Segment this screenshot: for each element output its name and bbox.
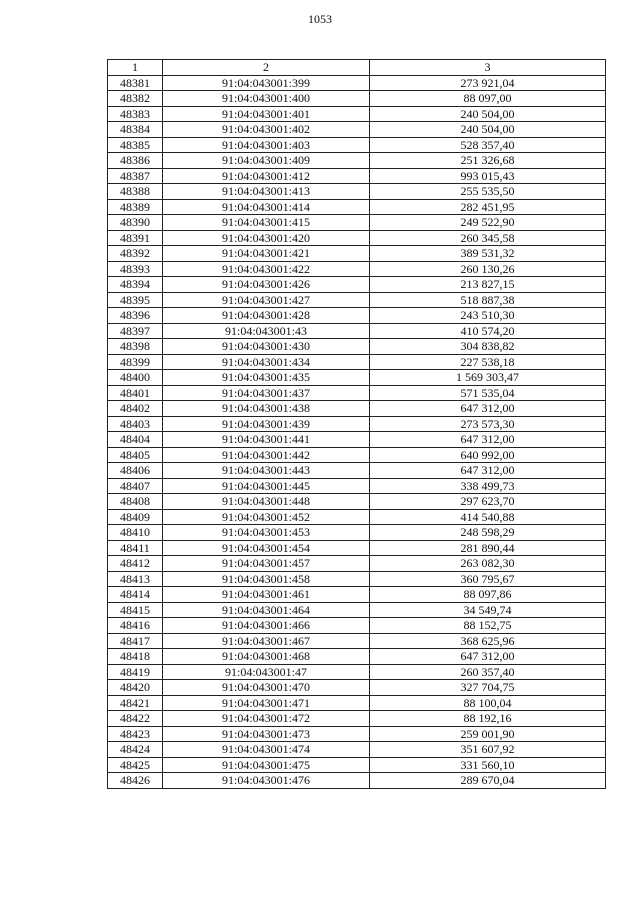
cadastral-number-cell: 91:04:043001:437: [163, 385, 370, 401]
table-row: [108, 680, 606, 696]
row-number-cell: 48400: [108, 370, 163, 386]
value-cell: 289 670,04: [370, 773, 606, 789]
value-cell: 260 357,40: [370, 664, 606, 680]
row-number-cell: 48392: [108, 246, 163, 262]
table-row: [108, 137, 606, 153]
cadastral-number-cell: 91:04:043001:403: [163, 137, 370, 153]
cadastral-number-cell: 91:04:043001:402: [163, 122, 370, 138]
table-row: [108, 215, 606, 231]
value-cell: 331 560,10: [370, 757, 606, 773]
row-number-cell: 48425: [108, 757, 163, 773]
row-number-cell: 48420: [108, 680, 163, 696]
cadastral-number-cell: 91:04:043001:457: [163, 556, 370, 572]
row-number-cell: 48390: [108, 215, 163, 231]
row-number-cell: 48387: [108, 168, 163, 184]
cadastral-number-cell: 91:04:043001:441: [163, 432, 370, 448]
value-cell: 260 130,26: [370, 261, 606, 277]
table-row: [108, 726, 606, 742]
cadastral-number-cell: 91:04:043001:442: [163, 447, 370, 463]
table-row: [108, 401, 606, 417]
value-cell: 281 890,44: [370, 540, 606, 556]
row-number-cell: 48404: [108, 432, 163, 448]
table-header-row: [108, 60, 606, 76]
row-number-cell: 48396: [108, 308, 163, 324]
row-number-cell: 48414: [108, 587, 163, 603]
row-number-cell: 48408: [108, 494, 163, 510]
value-cell: 571 535,04: [370, 385, 606, 401]
cadastral-number-cell: 91:04:043001:448: [163, 494, 370, 510]
table-row: [108, 463, 606, 479]
cadastral-number-cell: 91:04:043001:475: [163, 757, 370, 773]
row-number-cell: 48424: [108, 742, 163, 758]
value-cell: 248 598,29: [370, 525, 606, 541]
value-cell: 647 312,00: [370, 463, 606, 479]
cadastral-number-cell: 91:04:043001:413: [163, 184, 370, 200]
value-cell: 389 531,32: [370, 246, 606, 262]
cadastral-number-cell: 91:04:043001:452: [163, 509, 370, 525]
table-row: [108, 571, 606, 587]
value-cell: 273 921,04: [370, 75, 606, 91]
cadastral-number-cell: 91:04:043001:426: [163, 277, 370, 293]
page-number: 1053: [308, 12, 332, 26]
row-number-cell: 48422: [108, 711, 163, 727]
value-cell: 640 992,00: [370, 447, 606, 463]
cadastral-number-cell: 91:04:043001:421: [163, 246, 370, 262]
value-cell: 304 838,82: [370, 339, 606, 355]
row-number-cell: 48410: [108, 525, 163, 541]
column-header-1: 1: [108, 60, 163, 76]
value-cell: 213 827,15: [370, 277, 606, 293]
row-number-cell: 48418: [108, 649, 163, 665]
value-cell: 297 623,70: [370, 494, 606, 510]
table-row: [108, 587, 606, 603]
row-number-cell: 48389: [108, 199, 163, 215]
table-row: [108, 773, 606, 789]
value-cell: 351 607,92: [370, 742, 606, 758]
value-cell: 88 097,00: [370, 91, 606, 107]
row-number-cell: 48397: [108, 323, 163, 339]
cadastral-number-cell: 91:04:043001:476: [163, 773, 370, 789]
value-cell: 647 312,00: [370, 649, 606, 665]
row-number-cell: 48415: [108, 602, 163, 618]
row-number-cell: 48391: [108, 230, 163, 246]
table-row: [108, 416, 606, 432]
table-row: [108, 525, 606, 541]
table-row: [108, 261, 606, 277]
table-row: [108, 509, 606, 525]
cadastral-number-cell: 91:04:043001:435: [163, 370, 370, 386]
row-number-cell: 48402: [108, 401, 163, 417]
row-number-cell: 48403: [108, 416, 163, 432]
cadastral-number-cell: 91:04:043001:467: [163, 633, 370, 649]
cadastral-number-cell: 91:04:043001:474: [163, 742, 370, 758]
cadastral-number-cell: 91:04:043001:430: [163, 339, 370, 355]
cadastral-number-cell: 91:04:043001:422: [163, 261, 370, 277]
table-row: [108, 277, 606, 293]
row-number-cell: 48399: [108, 354, 163, 370]
row-number-cell: 48419: [108, 664, 163, 680]
cadastral-number-cell: 91:04:043001:414: [163, 199, 370, 215]
cadastral-number-cell: 91:04:043001:443: [163, 463, 370, 479]
cadastral-number-cell: 91:04:043001:399: [163, 75, 370, 91]
cadastral-number-cell: 91:04:043001:439: [163, 416, 370, 432]
cadastral-number-cell: 91:04:043001:473: [163, 726, 370, 742]
value-cell: 282 451,95: [370, 199, 606, 215]
cadastral-number-cell: 91:04:043001:470: [163, 680, 370, 696]
cadastral-number-cell: 91:04:043001:453: [163, 525, 370, 541]
cadastral-number-cell: 91:04:043001:47: [163, 664, 370, 680]
value-cell: 240 504,00: [370, 122, 606, 138]
value-cell: 34 549,74: [370, 602, 606, 618]
row-number-cell: 48388: [108, 184, 163, 200]
value-cell: 240 504,00: [370, 106, 606, 122]
value-cell: 518 887,38: [370, 292, 606, 308]
table-row: [108, 339, 606, 355]
value-cell: 263 082,30: [370, 556, 606, 572]
value-cell: 327 704,75: [370, 680, 606, 696]
value-cell: 368 625,96: [370, 633, 606, 649]
value-cell: 259 001,90: [370, 726, 606, 742]
cadastral-number-cell: 91:04:043001:472: [163, 711, 370, 727]
row-number-cell: 48421: [108, 695, 163, 711]
value-cell: 647 312,00: [370, 432, 606, 448]
table-row: [108, 323, 606, 339]
row-number-cell: 48393: [108, 261, 163, 277]
row-number-cell: 48381: [108, 75, 163, 91]
value-cell: 273 573,30: [370, 416, 606, 432]
cadastral-number-cell: 91:04:043001:454: [163, 540, 370, 556]
value-cell: 993 015,43: [370, 168, 606, 184]
table-row: [108, 695, 606, 711]
table-row: [108, 308, 606, 324]
table-row: [108, 556, 606, 572]
row-number-cell: 48406: [108, 463, 163, 479]
value-cell: 88 152,75: [370, 618, 606, 634]
row-number-cell: 48385: [108, 137, 163, 153]
value-cell: 255 535,50: [370, 184, 606, 200]
row-number-cell: 48398: [108, 339, 163, 355]
cadastral-number-cell: 91:04:043001:434: [163, 354, 370, 370]
cadastral-number-cell: 91:04:043001:43: [163, 323, 370, 339]
table-row: [108, 370, 606, 386]
value-cell: 260 345,58: [370, 230, 606, 246]
value-cell: 249 522,90: [370, 215, 606, 231]
row-number-cell: 48411: [108, 540, 163, 556]
row-number-cell: 48405: [108, 447, 163, 463]
row-number-cell: 48386: [108, 153, 163, 169]
table-row: [108, 230, 606, 246]
cadastral-number-cell: 91:04:043001:445: [163, 478, 370, 494]
table-row: [108, 432, 606, 448]
cadastral-number-cell: 91:04:043001:464: [163, 602, 370, 618]
value-cell: 338 499,73: [370, 478, 606, 494]
value-cell: 88 097,86: [370, 587, 606, 603]
table-row: [108, 354, 606, 370]
value-cell: 227 538,18: [370, 354, 606, 370]
row-number-cell: 48412: [108, 556, 163, 572]
cadastral-number-cell: 91:04:043001:427: [163, 292, 370, 308]
row-number-cell: 48395: [108, 292, 163, 308]
table-row: [108, 649, 606, 665]
table-row: [108, 633, 606, 649]
value-cell: 251 326,68: [370, 153, 606, 169]
table-row: [108, 664, 606, 680]
cadastral-number-cell: 91:04:043001:428: [163, 308, 370, 324]
value-cell: 528 357,40: [370, 137, 606, 153]
value-cell: 647 312,00: [370, 401, 606, 417]
table-row: [108, 75, 606, 91]
cadastral-number-cell: 91:04:043001:466: [163, 618, 370, 634]
value-cell: 410 574,20: [370, 323, 606, 339]
table-row: [108, 199, 606, 215]
row-number-cell: 48384: [108, 122, 163, 138]
table-row: [108, 742, 606, 758]
table-row: [108, 711, 606, 727]
cadastral-number-cell: 91:04:043001:400: [163, 91, 370, 107]
value-cell: 414 540,88: [370, 509, 606, 525]
cadastral-number-cell: 91:04:043001:420: [163, 230, 370, 246]
cadastral-number-cell: 91:04:043001:461: [163, 587, 370, 603]
table-row: [108, 385, 606, 401]
row-number-cell: 48382: [108, 91, 163, 107]
table-row: [108, 602, 606, 618]
cadastral-number-cell: 91:04:043001:401: [163, 106, 370, 122]
table-row: [108, 478, 606, 494]
value-cell: 1 569 303,47: [370, 370, 606, 386]
data-table: [107, 59, 606, 789]
cadastral-number-cell: 91:04:043001:471: [163, 695, 370, 711]
row-number-cell: 48407: [108, 478, 163, 494]
row-number-cell: 48413: [108, 571, 163, 587]
row-number-cell: 48416: [108, 618, 163, 634]
value-cell: 360 795,67: [370, 571, 606, 587]
table-row: [108, 757, 606, 773]
row-number-cell: 48401: [108, 385, 163, 401]
cadastral-number-cell: 91:04:043001:409: [163, 153, 370, 169]
table-row: [108, 494, 606, 510]
row-number-cell: 48423: [108, 726, 163, 742]
row-number-cell: 48426: [108, 773, 163, 789]
table-row: [108, 184, 606, 200]
table-row: [108, 246, 606, 262]
value-cell: 88 100,04: [370, 695, 606, 711]
row-number-cell: 48383: [108, 106, 163, 122]
cadastral-number-cell: 91:04:043001:415: [163, 215, 370, 231]
table-body: [108, 75, 606, 788]
table-row: [108, 618, 606, 634]
value-cell: 88 192,16: [370, 711, 606, 727]
table-row: [108, 447, 606, 463]
table-row: [108, 168, 606, 184]
column-header-3: 3: [370, 60, 606, 76]
cadastral-number-cell: 91:04:043001:468: [163, 649, 370, 665]
table-row: [108, 153, 606, 169]
table-row: [108, 106, 606, 122]
column-header-2: 2: [163, 60, 370, 76]
cadastral-number-cell: 91:04:043001:438: [163, 401, 370, 417]
cadastral-number-cell: 91:04:043001:458: [163, 571, 370, 587]
table-row: [108, 540, 606, 556]
table-row: [108, 292, 606, 308]
row-number-cell: 48394: [108, 277, 163, 293]
value-cell: 243 510,30: [370, 308, 606, 324]
row-number-cell: 48417: [108, 633, 163, 649]
row-number-cell: 48409: [108, 509, 163, 525]
table-row: [108, 122, 606, 138]
cadastral-number-cell: 91:04:043001:412: [163, 168, 370, 184]
table-row: [108, 91, 606, 107]
